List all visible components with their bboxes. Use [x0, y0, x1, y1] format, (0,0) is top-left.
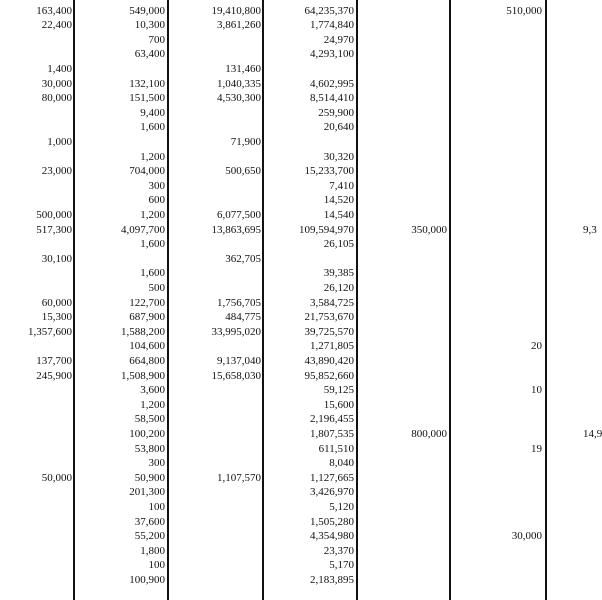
table-cell: 37,600 — [134, 515, 165, 528]
table-cell: 19,410,800 — [211, 4, 261, 17]
table-cell: 1,200 — [140, 398, 165, 411]
table-cell: 22,400 — [41, 19, 72, 32]
table-cell: 5,120 — [329, 500, 354, 513]
table-cell: 58,500 — [134, 413, 165, 426]
column-rule — [449, 0, 451, 600]
table-cell: 350,000 — [411, 223, 447, 236]
table-cell: 20 — [531, 340, 542, 353]
table-cell: 2,196,455 — [310, 413, 354, 426]
table-cell: 3,426,970 — [310, 486, 354, 499]
table-cell: 53,800 — [134, 442, 165, 455]
table-cell: 64,235,370 — [304, 4, 354, 17]
table-cell: 23,370 — [323, 544, 354, 557]
table-cell: 4,602,995 — [310, 77, 354, 90]
table-cell: 4,097,700 — [121, 223, 165, 236]
table-cell: 9,400 — [140, 106, 165, 119]
table-cell: 1,200 — [140, 150, 165, 163]
table-cell: 100 — [148, 559, 165, 572]
column-rule — [545, 0, 547, 600]
table-cell: 1,600 — [140, 267, 165, 280]
table-cell: 1,000 — [47, 135, 72, 148]
table-cell: 484,775 — [225, 311, 261, 324]
table-cell: 26,120 — [323, 281, 354, 294]
table-cell: 1,505,280 — [310, 515, 354, 528]
table-cell: 14,540 — [323, 208, 354, 221]
table-cell: 109,594,970 — [299, 223, 354, 236]
table-cell: 100,900 — [129, 573, 165, 586]
table-cell: 80,000 — [41, 92, 72, 105]
table-cell: 10 — [531, 384, 542, 397]
table-cell: 1,357,600 — [28, 325, 72, 338]
table-cell: 1,127,665 — [310, 471, 354, 484]
table-cell: 1,588,200 — [121, 325, 165, 338]
table-cell: 14,9 — [583, 427, 602, 440]
table-cell: 245,900 — [36, 369, 72, 382]
table-cell: 15,658,030 — [211, 369, 261, 382]
table-cell: 151,500 — [129, 92, 165, 105]
table-cell: 8,040 — [329, 457, 354, 470]
table-cell: 510,000 — [506, 4, 542, 17]
table-cell: 21,753,670 — [304, 311, 354, 324]
table-cell: 39,725,570 — [304, 325, 354, 338]
table-cell: 33,995,020 — [211, 325, 261, 338]
table-cell: 30,000 — [41, 77, 72, 90]
table-cell: 1,271,805 — [310, 340, 354, 353]
column-rule — [356, 0, 358, 600]
table-cell: 30,320 — [323, 150, 354, 163]
table-cell: 131,460 — [225, 62, 261, 75]
table-cell: 3,861,260 — [217, 19, 261, 32]
table-cell: 95,852,660 — [304, 369, 354, 382]
table-cell: 24,970 — [323, 33, 354, 46]
table-cell: 1,200 — [140, 208, 165, 221]
table-cell: 39,385 — [323, 267, 354, 280]
table-cell: 43,890,420 — [304, 354, 354, 367]
table-cell: 687,900 — [129, 311, 165, 324]
table-cell: 26,105 — [323, 238, 354, 251]
table-cell: 3,600 — [140, 384, 165, 397]
table-cell: 201,300 — [129, 486, 165, 499]
table-cell: 1,800 — [140, 544, 165, 557]
table-cell: 63,400 — [134, 48, 165, 61]
table-cell: 4,354,980 — [310, 530, 354, 543]
table-cell: 549,000 — [129, 4, 165, 17]
table-cell: 10,300 — [134, 19, 165, 32]
table-cell: 132,100 — [129, 77, 165, 90]
table-cell: 4,530,300 — [217, 92, 261, 105]
table-cell: 664,800 — [129, 354, 165, 367]
table-cell: 500,000 — [36, 208, 72, 221]
table-cell: 500,650 — [225, 165, 261, 178]
table-cell: 9,3 — [583, 223, 597, 236]
table-cell: 300 — [148, 457, 165, 470]
table-cell: 50,900 — [134, 471, 165, 484]
table-cell: 15,233,700 — [304, 165, 354, 178]
table-cell: 1,807,535 — [310, 427, 354, 440]
table-cell: 9,137,040 — [217, 354, 261, 367]
table-cell: 15,300 — [41, 311, 72, 324]
column-rule — [73, 0, 75, 600]
table-cell: 100,200 — [129, 427, 165, 440]
table-cell: 4,293,100 — [310, 48, 354, 61]
table-cell: 1,774,840 — [310, 19, 354, 32]
table-cell: 20,640 — [323, 121, 354, 134]
table-cell: 517,300 — [36, 223, 72, 236]
table-cell: 15,600 — [323, 398, 354, 411]
table-cell: 1,107,570 — [217, 471, 261, 484]
table-cell: 23,000 — [41, 165, 72, 178]
table-cell: 14,520 — [323, 194, 354, 207]
table-cell: 100 — [148, 500, 165, 513]
table-cell: 600 — [148, 194, 165, 207]
table-cell: 1,600 — [140, 121, 165, 134]
table-cell: 30,100 — [41, 252, 72, 265]
table-cell: 122,700 — [129, 296, 165, 309]
column-rule — [262, 0, 264, 600]
table-cell: 163,400 — [36, 4, 72, 17]
table-cell: 137,700 — [36, 354, 72, 367]
table-cell: 13,863,695 — [211, 223, 261, 236]
table-cell: 8,514,410 — [310, 92, 354, 105]
table-cell: 1,040,335 — [217, 77, 261, 90]
table-cell: 60,000 — [41, 296, 72, 309]
table-cell: 1,600 — [140, 238, 165, 251]
table-cell: 59,125 — [323, 384, 354, 397]
table-cell: 500 — [148, 281, 165, 294]
table-cell: 7,410 — [329, 179, 354, 192]
table-cell: 55,200 — [134, 530, 165, 543]
table-cell: 6,077,500 — [217, 208, 261, 221]
column-rule — [167, 0, 169, 600]
table-cell: 19 — [531, 442, 542, 455]
table-cell: 1,508,900 — [121, 369, 165, 382]
table-cell: 300 — [148, 179, 165, 192]
table-cell: 800,000 — [411, 427, 447, 440]
table-cell: 362,705 — [225, 252, 261, 265]
table-cell: 50,000 — [41, 471, 72, 484]
table-cell: 611,510 — [318, 442, 354, 455]
table-cell: 71,900 — [230, 135, 261, 148]
table-cell: 5,170 — [329, 559, 354, 572]
table-cell: 700 — [148, 33, 165, 46]
table-cell: 2,183,895 — [310, 573, 354, 586]
table-cell: 1,756,705 — [217, 296, 261, 309]
table-cell: 1,400 — [47, 62, 72, 75]
table-cell: 704,000 — [129, 165, 165, 178]
table-cell: 3,584,725 — [310, 296, 354, 309]
table-cell: 30,000 — [511, 530, 542, 543]
table-cell: 104,600 — [129, 340, 165, 353]
table-cell: 259,900 — [318, 106, 354, 119]
